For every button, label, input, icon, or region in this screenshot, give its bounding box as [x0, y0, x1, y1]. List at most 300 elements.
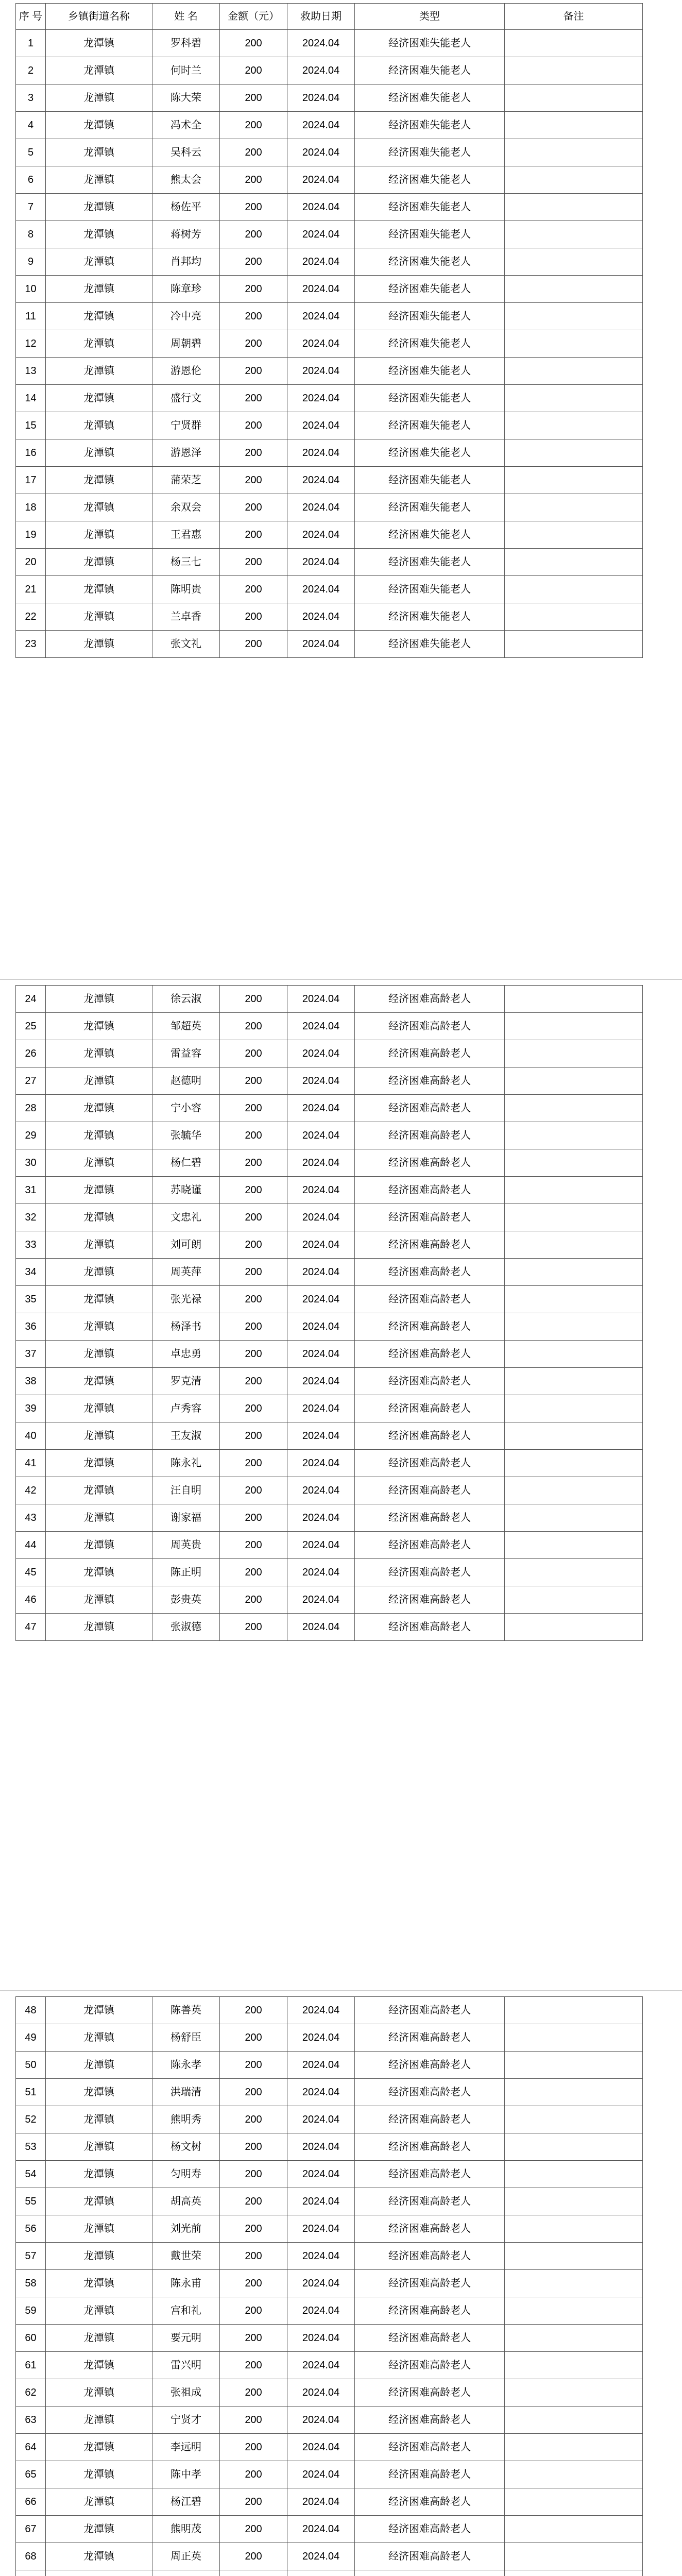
cell-remark	[505, 439, 643, 467]
cell-date: 2024.04	[287, 1477, 355, 1504]
cell-type: 经济困难高龄老人	[355, 2461, 505, 2488]
cell-seq: 60	[16, 2325, 46, 2352]
cell-seq: 57	[16, 2243, 46, 2270]
cell-remark	[505, 1259, 643, 1286]
cell-remark	[505, 1586, 643, 1614]
cell-date: 2024.04	[287, 1067, 355, 1095]
cell-date: 2024.04	[287, 166, 355, 194]
cell-name: 陈章珍	[152, 276, 220, 303]
cell-town: 龙潭镇	[46, 2516, 152, 2543]
table-row	[16, 2297, 643, 2325]
cell-seq: 44	[16, 1532, 46, 1559]
cell-seq: 58	[16, 2270, 46, 2297]
cell-seq: 33	[16, 1231, 46, 1259]
cell-remark	[505, 2570, 643, 2576]
cell-seq: 39	[16, 1395, 46, 1422]
cell-amount: 200	[220, 986, 287, 1013]
cell-remark	[505, 1477, 643, 1504]
table-row	[16, 2079, 643, 2106]
cell-type: 经济困难高龄老人	[355, 1149, 505, 1177]
cell-date: 2024.04	[287, 2052, 355, 2079]
cell-name: 兰卓香	[152, 603, 220, 631]
cell-town: 龙潭镇	[46, 30, 152, 57]
cell-seq: 14	[16, 385, 46, 412]
cell-remark	[505, 57, 643, 84]
cell-date: 2024.04	[287, 2325, 355, 2352]
table-row	[16, 549, 643, 576]
cell-town	[46, 2570, 152, 2576]
cell-amount: 200	[220, 1395, 287, 1422]
cell-seq: 24	[16, 986, 46, 1013]
cell-date: 2024.04	[287, 112, 355, 139]
cell-seq: 34	[16, 1259, 46, 1286]
cell-seq: 55	[16, 2188, 46, 2215]
cell-type: 经济困难失能老人	[355, 330, 505, 358]
cell-type: 经济困难失能老人	[355, 467, 505, 494]
cell-town: 龙潭镇	[46, 1614, 152, 1641]
cell-date: 2024.04	[287, 521, 355, 549]
header-town: 乡镇街道名称	[46, 4, 152, 30]
cell-type: 经济困难失能老人	[355, 412, 505, 439]
cell-seq: 56	[16, 2215, 46, 2243]
cell-remark	[505, 1559, 643, 1586]
cell-name: 陈善英	[152, 1997, 220, 2024]
cell-remark	[505, 1149, 643, 1177]
cell-amount: 200	[220, 1286, 287, 1313]
cell-date: 2024.04	[287, 2161, 355, 2188]
cell-type: 经济困难高龄老人	[355, 1997, 505, 2024]
cell-remark	[505, 221, 643, 248]
cell-type: 经济困难高龄老人	[355, 2215, 505, 2243]
cell-name: 刘可朗	[152, 1231, 220, 1259]
cell-seq: 29	[16, 1122, 46, 1149]
cell-seq: 22	[16, 603, 46, 631]
cell-amount: 200	[220, 2488, 287, 2516]
cell-town: 龙潭镇	[46, 2270, 152, 2297]
cell-name: 张光禄	[152, 1286, 220, 1313]
cell-type: 经济困难高龄老人	[355, 2488, 505, 2516]
table-row	[16, 1040, 643, 1067]
cell-remark	[505, 1997, 643, 2024]
cell-date: 2024.04	[287, 1504, 355, 1532]
cell-seq: 36	[16, 1313, 46, 1341]
table-row	[16, 2406, 643, 2434]
cell-date: 2024.04	[287, 57, 355, 84]
table-row	[16, 1149, 643, 1177]
cell-seq: 11	[16, 303, 46, 330]
cell-type: 经济困难高龄老人	[355, 986, 505, 1013]
cell-remark	[505, 166, 643, 194]
cell-town: 龙潭镇	[46, 549, 152, 576]
cell-type: 经济困难高龄老人	[355, 1559, 505, 1586]
cell-type: 经济困难高龄老人	[355, 1204, 505, 1231]
table-row	[16, 1313, 643, 1341]
cell-name: 罗克清	[152, 1368, 220, 1395]
cell-amount: 200	[220, 139, 287, 166]
roster-table-page-2	[15, 985, 643, 1641]
cell-seq: 12	[16, 330, 46, 358]
cell-name: 杨三七	[152, 549, 220, 576]
cell-type: 经济困难高龄老人	[355, 2079, 505, 2106]
cell-seq: 61	[16, 2352, 46, 2379]
cell-remark	[505, 2243, 643, 2270]
cell-amount: 200	[220, 439, 287, 467]
cell-date: 2024.04	[287, 1368, 355, 1395]
cell-amount: 200	[220, 2543, 287, 2570]
cell-remark	[505, 358, 643, 385]
cell-town: 龙潭镇	[46, 112, 152, 139]
cell-type: 经济困难高龄老人	[355, 1259, 505, 1286]
cell-town: 龙潭镇	[46, 2406, 152, 2434]
cell-amount: 200	[220, 1477, 287, 1504]
cell-name: 周英萍	[152, 1259, 220, 1286]
cell-date: 2024.04	[287, 1259, 355, 1286]
cell-amount: 200	[220, 2516, 287, 2543]
cell-seq: 16	[16, 439, 46, 467]
cell-seq: 6	[16, 166, 46, 194]
cell-town: 龙潭镇	[46, 2024, 152, 2052]
cell-amount: 200	[220, 494, 287, 521]
cell-town: 龙潭镇	[46, 1997, 152, 2024]
cell-remark	[505, 467, 643, 494]
table-row	[16, 1614, 643, 1641]
cell-name: 杨泽书	[152, 1313, 220, 1341]
cell-amount: 200	[220, 2297, 287, 2325]
cell-seq: 8	[16, 221, 46, 248]
cell-remark	[505, 1040, 643, 1067]
cell-amount: 200	[220, 603, 287, 631]
cell-seq: 67	[16, 2516, 46, 2543]
cell-remark	[505, 2325, 643, 2352]
cell-name: 杨仁碧	[152, 1149, 220, 1177]
cell-amount: 200	[220, 1177, 287, 1204]
table-row	[16, 986, 643, 1013]
table-row	[16, 1450, 643, 1477]
table-row	[16, 494, 643, 521]
cell-amount: 200	[220, 2079, 287, 2106]
cell-name: 蒋树芳	[152, 221, 220, 248]
cell-type: 经济困难失能老人	[355, 358, 505, 385]
table-row	[16, 1368, 643, 1395]
table-row	[16, 1477, 643, 1504]
cell-amount: 200	[220, 84, 287, 112]
cell-name: 要元明	[152, 2325, 220, 2352]
cell-name: 戴世荣	[152, 2243, 220, 2270]
table-row	[16, 330, 643, 358]
cell-name	[152, 2570, 220, 2576]
cell-name: 周正英	[152, 2543, 220, 2570]
cell-date: 2024.04	[287, 1122, 355, 1149]
table-row	[16, 603, 643, 631]
cell-amount: 200	[220, 1149, 287, 1177]
header-row	[16, 4, 643, 30]
table-row	[16, 2133, 643, 2161]
cell-town: 龙潭镇	[46, 2133, 152, 2161]
cell-date: 2024.04	[287, 1997, 355, 2024]
cell-town: 龙潭镇	[46, 1477, 152, 1504]
cell-seq: 1	[16, 30, 46, 57]
cell-remark	[505, 986, 643, 1013]
cell-amount: 200	[220, 412, 287, 439]
cell-type: 经济困难高龄老人	[355, 1450, 505, 1477]
cell-town: 龙潭镇	[46, 2215, 152, 2243]
cell-type: 经济困难失能老人	[355, 385, 505, 412]
cell-name: 陈中孝	[152, 2461, 220, 2488]
cell-remark	[505, 1450, 643, 1477]
cell-seq: 66	[16, 2488, 46, 2516]
table-row	[16, 2161, 643, 2188]
cell-seq: 25	[16, 1013, 46, 1040]
cell-seq: 13	[16, 358, 46, 385]
cell-town: 龙潭镇	[46, 166, 152, 194]
cell-seq: 48	[16, 1997, 46, 2024]
cell-name: 张毓华	[152, 1122, 220, 1149]
cell-remark	[505, 1177, 643, 1204]
cell-town: 龙潭镇	[46, 2434, 152, 2461]
cell-date: 2024.04	[287, 1532, 355, 1559]
cell-type: 经济困难高龄老人	[355, 2133, 505, 2161]
cell-date: 2024.04	[287, 2079, 355, 2106]
cell-town: 龙潭镇	[46, 2243, 152, 2270]
cell-type: 经济困难失能老人	[355, 194, 505, 221]
cell-seq: 3	[16, 84, 46, 112]
cell-name: 洪瑞清	[152, 2079, 220, 2106]
cell-remark	[505, 1231, 643, 1259]
cell-remark	[505, 112, 643, 139]
cell-type: 经济困难高龄老人	[355, 1368, 505, 1395]
cell-date: 2024.04	[287, 1177, 355, 1204]
cell-remark	[505, 2215, 643, 2243]
table-row	[16, 358, 643, 385]
cell-remark	[505, 494, 643, 521]
cell-amount	[220, 2570, 287, 2576]
cell-amount: 200	[220, 549, 287, 576]
table-row	[16, 2024, 643, 2052]
cell-date: 2024.04	[287, 1286, 355, 1313]
cell-seq: 43	[16, 1504, 46, 1532]
cell-name: 汪自明	[152, 1477, 220, 1504]
cell-amount: 200	[220, 358, 287, 385]
cell-town: 龙潭镇	[46, 1368, 152, 1395]
cell-date: 2024.04	[287, 303, 355, 330]
cell-seq: 7	[16, 194, 46, 221]
cell-type: 经济困难失能老人	[355, 57, 505, 84]
cell-amount: 200	[220, 1368, 287, 1395]
cell-town: 龙潭镇	[46, 2188, 152, 2215]
cell-type: 经济困难高龄老人	[355, 2516, 505, 2543]
cell-type: 经济困难失能老人	[355, 576, 505, 603]
table-row	[16, 576, 643, 603]
cell-amount: 200	[220, 2161, 287, 2188]
cell-date: 2024.04	[287, 84, 355, 112]
cell-remark	[505, 412, 643, 439]
cell-date: 2024.04	[287, 1614, 355, 1641]
table-row	[16, 2215, 643, 2243]
cell-date: 2024.04	[287, 2297, 355, 2325]
cell-type: 经济困难高龄老人	[355, 2352, 505, 2379]
cell-name: 杨江碧	[152, 2488, 220, 2516]
cell-amount: 200	[220, 1013, 287, 1040]
cell-remark	[505, 1122, 643, 1149]
cell-remark	[505, 2297, 643, 2325]
table-row	[16, 1504, 643, 1532]
cell-amount: 200	[220, 1341, 287, 1368]
cell-town: 龙潭镇	[46, 385, 152, 412]
cell-type: 经济困难高龄老人	[355, 2188, 505, 2215]
cell-seq: 2	[16, 57, 46, 84]
cell-amount: 200	[220, 2352, 287, 2379]
cell-type: 经济困难高龄老人	[355, 1231, 505, 1259]
cell-seq: 19	[16, 521, 46, 549]
cell-seq: 32	[16, 1204, 46, 1231]
cell-remark	[505, 2516, 643, 2543]
cell-type: 经济困难高龄老人	[355, 1341, 505, 1368]
cell-date	[287, 2570, 355, 2576]
cell-town: 龙潭镇	[46, 1532, 152, 1559]
cell-date: 2024.04	[287, 1204, 355, 1231]
cell-name: 邹超英	[152, 1013, 220, 1040]
cell-date: 2024.04	[287, 1395, 355, 1422]
cell-amount: 200	[220, 1997, 287, 2024]
cell-name: 文忠礼	[152, 1204, 220, 1231]
cell-seq: 51	[16, 2079, 46, 2106]
cell-type: 经济困难高龄老人	[355, 1067, 505, 1095]
cell-seq: 18	[16, 494, 46, 521]
cell-amount: 200	[220, 2106, 287, 2133]
cell-date: 2024.04	[287, 467, 355, 494]
cell-remark	[505, 1067, 643, 1095]
cell-seq: 5	[16, 139, 46, 166]
cell-name: 李远明	[152, 2434, 220, 2461]
roster-table-page-3	[15, 1996, 643, 2576]
cell-name: 陈永孝	[152, 2052, 220, 2079]
cell-town: 龙潭镇	[46, 1422, 152, 1450]
cell-seq: 49	[16, 2024, 46, 2052]
cell-type: 经济困难失能老人	[355, 112, 505, 139]
cell-type: 经济困难高龄老人	[355, 2243, 505, 2270]
cell-amount: 200	[220, 2133, 287, 2161]
cell-town: 龙潭镇	[46, 248, 152, 276]
cell-date: 2024.04	[287, 30, 355, 57]
header-remark: 备注	[505, 4, 643, 30]
cell-date: 2024.04	[287, 194, 355, 221]
cell-amount: 200	[220, 1450, 287, 1477]
table-row	[16, 1395, 643, 1422]
cell-type: 经济困难高龄老人	[355, 2024, 505, 2052]
cell-amount: 200	[220, 1504, 287, 1532]
cell-name: 陈正明	[152, 1559, 220, 1586]
cell-name: 苏晓谨	[152, 1177, 220, 1204]
cell-type: 经济困难失能老人	[355, 494, 505, 521]
cell-name: 肖邦均	[152, 248, 220, 276]
cell-town: 龙潭镇	[46, 276, 152, 303]
cell-amount: 200	[220, 1532, 287, 1559]
table-row	[16, 467, 643, 494]
cell-date: 2024.04	[287, 603, 355, 631]
cell-town: 龙潭镇	[46, 2161, 152, 2188]
cell-remark	[505, 1095, 643, 1122]
cell-town: 龙潭镇	[46, 358, 152, 385]
cell-remark	[505, 2161, 643, 2188]
cell-seq: 46	[16, 1586, 46, 1614]
cell-name: 何时兰	[152, 57, 220, 84]
cell-town: 龙潭镇	[46, 1586, 152, 1614]
cell-seq: 59	[16, 2297, 46, 2325]
cell-town: 龙潭镇	[46, 1013, 152, 1040]
table-row	[16, 1286, 643, 1313]
cell-name: 张文礼	[152, 631, 220, 658]
cell-town: 龙潭镇	[46, 603, 152, 631]
cell-amount: 200	[220, 1559, 287, 1586]
cell-amount: 200	[220, 1259, 287, 1286]
cell-seq: 35	[16, 1286, 46, 1313]
table-row	[16, 57, 643, 84]
cell-date: 2024.04	[287, 2024, 355, 2052]
cell-name: 彭贵英	[152, 1586, 220, 1614]
table-row	[16, 2434, 643, 2461]
cell-name: 宁小容	[152, 1095, 220, 1122]
cell-seq: 54	[16, 2161, 46, 2188]
cell-date: 2024.04	[287, 1040, 355, 1067]
cell-town: 龙潭镇	[46, 84, 152, 112]
cell-type: 经济困难失能老人	[355, 276, 505, 303]
cell-type: 经济困难高龄老人	[355, 1422, 505, 1450]
cell-type: 经济困难高龄老人	[355, 2543, 505, 2570]
cell-town: 龙潭镇	[46, 194, 152, 221]
header-type: 类型	[355, 4, 505, 30]
cell-date: 2024.04	[287, 221, 355, 248]
cell-type: 经济困难高龄老人	[355, 1286, 505, 1313]
cell-type: 经济困难高龄老人	[355, 1614, 505, 1641]
cell-seq: 65	[16, 2461, 46, 2488]
cell-date: 2024.04	[287, 2352, 355, 2379]
cell-date: 2024.04	[287, 2516, 355, 2543]
cell-amount: 200	[220, 248, 287, 276]
cell-amount: 200	[220, 2434, 287, 2461]
cell-amount: 200	[220, 576, 287, 603]
cell-remark	[505, 2434, 643, 2461]
cell-remark	[505, 1422, 643, 1450]
table-row	[16, 1586, 643, 1614]
cell-amount: 200	[220, 194, 287, 221]
cell-remark	[505, 330, 643, 358]
cell-town: 龙潭镇	[46, 1450, 152, 1477]
cell-type: 经济困难失能老人	[355, 521, 505, 549]
cell-town: 龙潭镇	[46, 1341, 152, 1368]
cell-type: 经济困难高龄老人	[355, 2161, 505, 2188]
table-row	[16, 166, 643, 194]
cell-name: 冯术全	[152, 112, 220, 139]
cell-type: 经济困难失能老人	[355, 166, 505, 194]
cell-remark	[505, 2461, 643, 2488]
cell-town: 龙潭镇	[46, 2325, 152, 2352]
cell-seq: 40	[16, 1422, 46, 1450]
cell-name: 杨文树	[152, 2133, 220, 2161]
cell-town: 龙潭镇	[46, 494, 152, 521]
table-row	[16, 276, 643, 303]
table-row	[16, 385, 643, 412]
cell-amount: 200	[220, 467, 287, 494]
cell-remark	[505, 631, 643, 658]
cell-seq: 4	[16, 112, 46, 139]
cell-town: 龙潭镇	[46, 2461, 152, 2488]
cell-town: 龙潭镇	[46, 2352, 152, 2379]
cell-remark	[505, 139, 643, 166]
header-amount: 金额（元）	[220, 4, 287, 30]
cell-town: 龙潭镇	[46, 439, 152, 467]
cell-type: 经济困难高龄老人	[355, 1586, 505, 1614]
cell-type: 经济困难高龄老人	[355, 1395, 505, 1422]
